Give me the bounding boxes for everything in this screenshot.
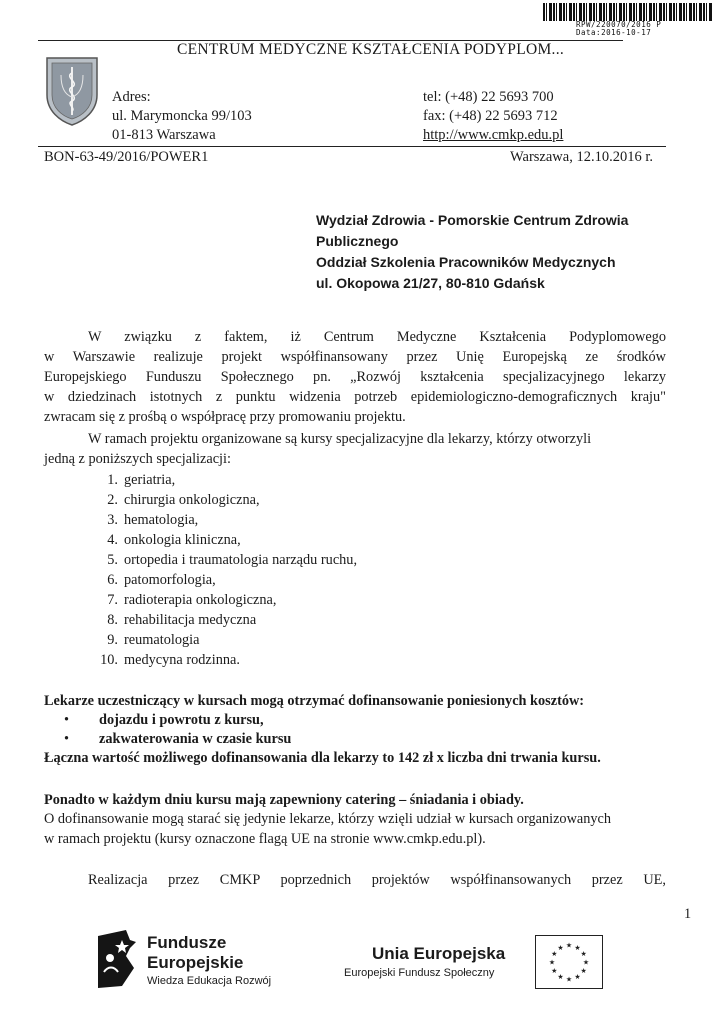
fe-tagline: Wiedza Edukacja Rozwój	[147, 975, 272, 987]
eu-flag-icon	[535, 935, 603, 989]
list-item: 7. radioterapia onkologiczna,	[107, 592, 277, 608]
crest-logo	[44, 55, 100, 127]
bullet-icon: •	[64, 712, 70, 728]
eu-star-icon: ★	[565, 975, 573, 984]
eligibility-line: w ramach projektu (kursy oznaczone flagą UE na stronie www.cmkp.edu.pl).	[44, 831, 486, 847]
eu-star-icon: ★	[557, 943, 564, 952]
list-item: 10. medycyna rodzinna.	[100, 652, 240, 668]
reference-number: BON-63-49/2016/POWER1	[44, 149, 209, 165]
eu-star-icon: ★	[580, 950, 587, 958]
recipient-line: ul. Okopowa 21/27, 80-810 Gdańsk	[316, 275, 545, 291]
eligibility-line: O dofinansowanie mogą starać się jedynie lekarze, którzy wzięli udział w kursach organizowanych	[44, 811, 612, 827]
registry-date: Data:2016-10-17	[576, 28, 652, 37]
address-city: 01-813 Warszawa	[112, 127, 216, 143]
registry-number: RPW/220070/2016 P	[576, 20, 662, 29]
eu-star-icon: ★	[565, 941, 573, 950]
list-item: 9. reumatologia	[107, 632, 200, 648]
paragraph-line: W związku z faktem, iż Centrum Medyczne Kształcenia Podyplomowego	[88, 329, 666, 345]
specialization-list	[96, 470, 357, 670]
phone-number: tel: (+48) 22 5693 700	[423, 89, 554, 105]
funding-list	[64, 711, 291, 749]
fax-number: fax: (+48) 22 5693 712	[423, 108, 558, 124]
list-item: 2. chirurgia onkologiczna,	[107, 492, 260, 508]
fundusze-europejskie-logo-icon	[96, 928, 138, 990]
eu-star-icon: ★	[551, 967, 558, 975]
website-link[interactable]: http://www.cmkp.edu.pl	[423, 127, 564, 143]
eu-star-icon: ★	[548, 958, 556, 967]
catering-note: Ponadto w każdym dniu kursu mają zapewniony catering – śniadania i obiady.	[44, 792, 524, 808]
address-label: Adres:	[112, 89, 151, 105]
funding-intro: Lekarze uczestniczący w kursach mogą otrzymać dofinansowanie poniesionych kosztów:	[44, 693, 585, 709]
courses-paragraph-line: jedną z poniższych specjalizacji:	[44, 451, 231, 467]
recipient-line: Wydział Zdrowia - Pomorskie Centrum Zdrowia	[316, 212, 629, 228]
paragraph-line: zwracam się z prośbą o współpracę przy promowaniu projektu.	[44, 409, 406, 425]
bullet-icon: •	[64, 731, 70, 747]
list-item: 5. ortopedia i traumatologia narządu ruchu,	[107, 552, 358, 568]
funding-total: Łączna wartość możliwego dofinansowania dla lekarzy to 142 zł x liczba dni trwania kursu.	[44, 750, 601, 766]
paragraph-line: w dziedzinach istotnych z punktu widzenia potrzeb epidemiologiczno-demograficznych kraju"	[44, 389, 666, 405]
header-bottom-rule	[38, 146, 666, 147]
fe-title-line: Fundusze	[147, 933, 227, 952]
eu-star-icon: ★	[574, 943, 581, 952]
recipient-line: Publicznego	[316, 233, 399, 249]
eu-star-icon: ★	[551, 950, 558, 958]
list-item: • zakwaterowania w czasie kursu	[64, 731, 292, 747]
address-street: ul. Marymoncka 99/103	[112, 108, 252, 124]
page-number: 1	[684, 906, 692, 922]
list-item: 6. patomorfologia,	[107, 572, 216, 588]
eu-star-icon: ★	[580, 967, 587, 975]
barcode	[543, 3, 713, 21]
eu-star-icon: ★	[557, 973, 564, 982]
list-item: 8. rehabilitacja medyczna	[107, 612, 257, 628]
place-and-date: Warszawa, 12.10.2016 r.	[510, 149, 653, 165]
institution-name: CENTRUM MEDYCZNE KSZTAŁCENIA PODYPLOM...	[177, 41, 565, 58]
ue-title: Unia Europejska	[372, 944, 506, 963]
list-item: 1. geriatria,	[107, 472, 176, 488]
paragraph-line: Europejskiego Funduszu Społecznego pn. „Rozwój kształcenia specjalizacyjnego lekarzy	[44, 369, 666, 385]
courses-paragraph-line: W ramach projektu organizowane są kursy specjalizacyjne dla lekarzy, którzy otworzyli	[88, 431, 592, 447]
fe-title-line: Europejskie	[147, 953, 244, 972]
eu-star-icon: ★	[574, 973, 581, 982]
eu-star-icon: ★	[582, 958, 590, 967]
intro-paragraph	[44, 327, 666, 427]
list-item: 4. onkologia kliniczna,	[107, 532, 241, 548]
list-item: 3. hematologia,	[107, 512, 199, 528]
closing-line: Realizacja przez CMKP poprzednich projektów współfinansowanych przez UE,	[88, 872, 666, 888]
ue-subtitle: Europejski Fundusz Społeczny	[344, 967, 495, 979]
recipient-line: Oddział Szkolenia Pracowników Medycznych	[316, 254, 616, 270]
list-item: • dojazdu i powrotu z kursu,	[64, 712, 264, 728]
paragraph-line: w Warszawie realizuje projekt współfinansowany przez Unię Europejską ze środków	[44, 349, 666, 365]
recipient-block	[316, 210, 628, 294]
